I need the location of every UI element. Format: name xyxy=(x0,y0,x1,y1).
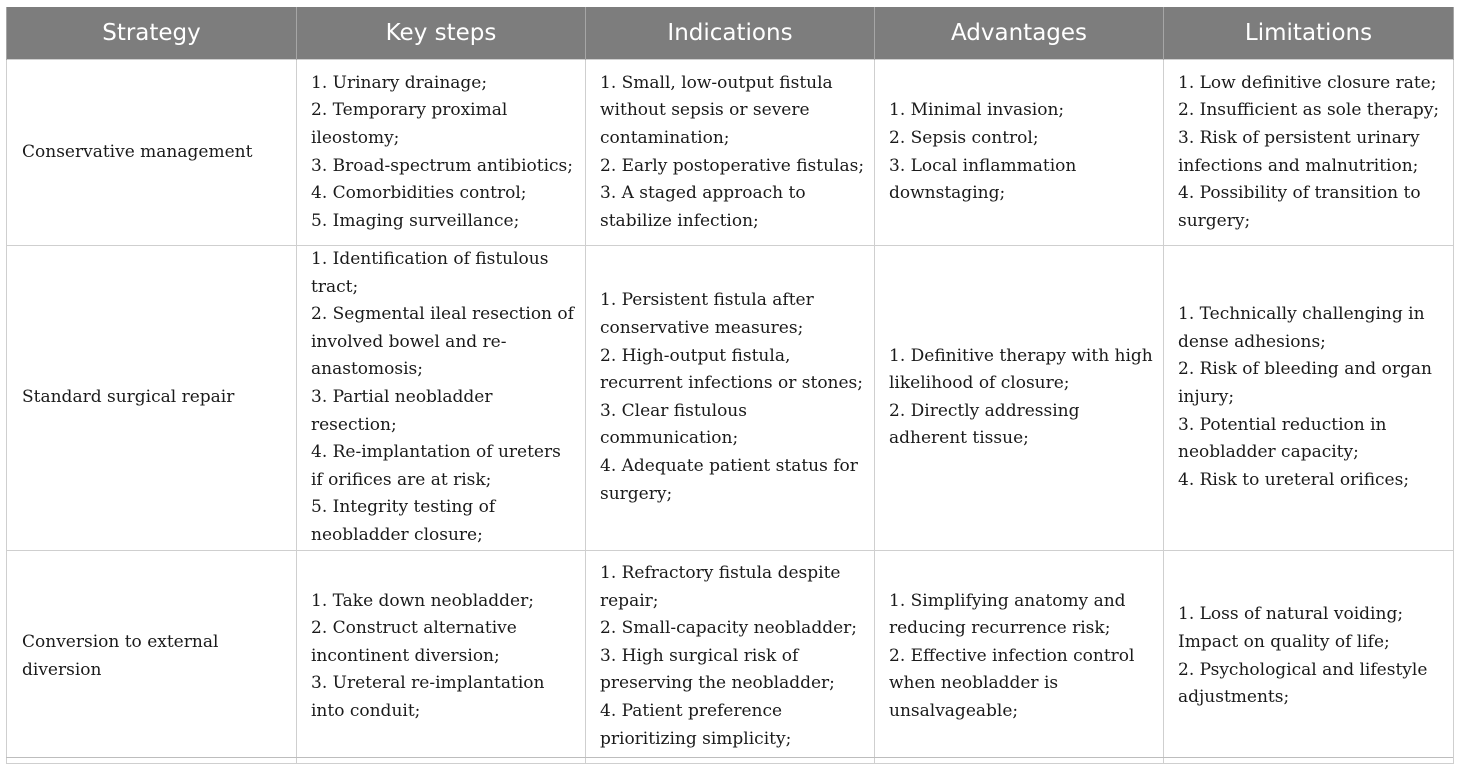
list-item: 4. Comorbidities control; xyxy=(311,183,527,204)
list-item: 4. Patient preference prioritizing simplicity; xyxy=(600,700,792,749)
advantages-cell xyxy=(875,550,1164,763)
list-item: 5. Imaging surveillance; xyxy=(311,210,520,231)
list-item: 1. Take down neobladder; xyxy=(311,590,534,611)
limitations-cell xyxy=(1164,246,1454,551)
list-item: 2. Sepsis control; xyxy=(889,127,1039,148)
list-item: 4. Possibility of transition to surgery; xyxy=(1178,183,1421,231)
list-item: 2. Directly addressing adherent tissue; xyxy=(889,400,1080,449)
strategy-cell: Conversion to external diversion xyxy=(7,550,297,763)
indications-cell xyxy=(586,60,875,246)
list-item: 4. Risk to ureteral orifices; xyxy=(1178,469,1410,490)
header-advantages: Advantages xyxy=(875,7,1164,60)
key-steps-cell xyxy=(297,550,586,763)
indications-cell xyxy=(586,550,875,763)
table-row xyxy=(7,246,1454,551)
strategy-cell: Standard surgical repair xyxy=(7,246,297,551)
list-item: 1. Persistent fistula after conservative measures; xyxy=(600,290,814,338)
list-item: 1. Simplifying anatomy and reducing recurrence risk; xyxy=(889,590,1126,639)
key-steps-cell xyxy=(297,246,586,551)
list-item: 3. Risk of persistent urinary infections and malnutrition; xyxy=(1178,127,1420,176)
list-item: 2. Construct alternative incontinent diversion; xyxy=(311,618,517,666)
list-item: 1. Loss of natural voiding; xyxy=(1178,604,1404,625)
limitations-cell xyxy=(1164,60,1454,246)
list-item: 3. Clear fistulous communication; xyxy=(600,400,747,449)
table-row xyxy=(7,550,1454,763)
indications-cell xyxy=(586,246,875,551)
list-item: 3. Broad-spectrum antibiotics; xyxy=(311,155,574,176)
advantages-cell xyxy=(875,246,1164,551)
strategy-table xyxy=(6,7,1454,764)
list-item: 4. Re-implantation of ureters if orifices are at risk; xyxy=(311,442,561,490)
advantages-cell xyxy=(875,60,1164,246)
list-item: 2. Effective infection control when neobladder is unsalvageable; xyxy=(889,645,1135,721)
list-item: 3. Local inflammation downstaging; xyxy=(889,155,1077,204)
list-item: 1. Low definitive closure rate; xyxy=(1178,72,1437,93)
list-item: 1. Refractory fistula despite repair; xyxy=(600,562,841,611)
list-item: 1. Urinary drainage; xyxy=(311,72,488,93)
list-item: 2. Small-capacity neobladder; xyxy=(600,618,857,639)
limitations-cell xyxy=(1164,550,1454,763)
list-item: 2. Insufficient as sole therapy; xyxy=(1178,100,1440,121)
header-strategy: Strategy xyxy=(7,7,297,60)
list-item: 2. Temporary proximal ileostomy; xyxy=(311,100,508,148)
key-steps-cell xyxy=(297,60,586,246)
list-item: 4. Adequate patient status for surgery; xyxy=(600,455,858,504)
list-item: 3. Potential reduction in neobladder capacity; xyxy=(1178,414,1387,463)
header-indications: Indications xyxy=(586,7,875,60)
list-item: 2. Risk of bleeding and organ injury; xyxy=(1178,359,1432,407)
list-item: 2. Segmental ileal resection of involved bowel and re-anastomosis; xyxy=(311,304,574,380)
header-limitations: Limitations xyxy=(1164,7,1454,60)
list-item: 3. A staged approach to stabilize infection; xyxy=(600,183,806,231)
list-item: 1. Small, low-output fistula without sepsis or severe contamination; xyxy=(600,72,833,148)
header-key-steps: Key steps xyxy=(297,7,586,60)
table-row xyxy=(7,60,1454,246)
list-item: 3. Partial neobladder resection; xyxy=(311,386,493,435)
list-item: Impact on quality of life; xyxy=(1178,631,1390,652)
list-item: 1. Identification of fistulous tract; xyxy=(311,249,549,297)
header-row xyxy=(7,7,1454,60)
list-item: 1. Technically challenging in dense adhesions; xyxy=(1178,304,1425,352)
list-item: 1. Definitive therapy with high likelihood of closure; xyxy=(889,345,1153,394)
list-item: 2. Psychological and lifestyle adjustments; xyxy=(1178,659,1428,708)
list-item: 5. Integrity testing of neobladder closure; xyxy=(311,497,496,545)
list-item: 3. High surgical risk of preserving the neobladder; xyxy=(600,645,835,694)
list-item: 2. High-output fistula, recurrent infections or stones; xyxy=(600,345,864,394)
strategy-cell: Conservative management xyxy=(7,60,297,246)
list-item: 1. Minimal invasion; xyxy=(889,100,1065,121)
list-item: 3. Ureteral re-implantation into conduit; xyxy=(311,673,545,721)
list-item: 2. Early postoperative fistulas; xyxy=(600,155,865,176)
